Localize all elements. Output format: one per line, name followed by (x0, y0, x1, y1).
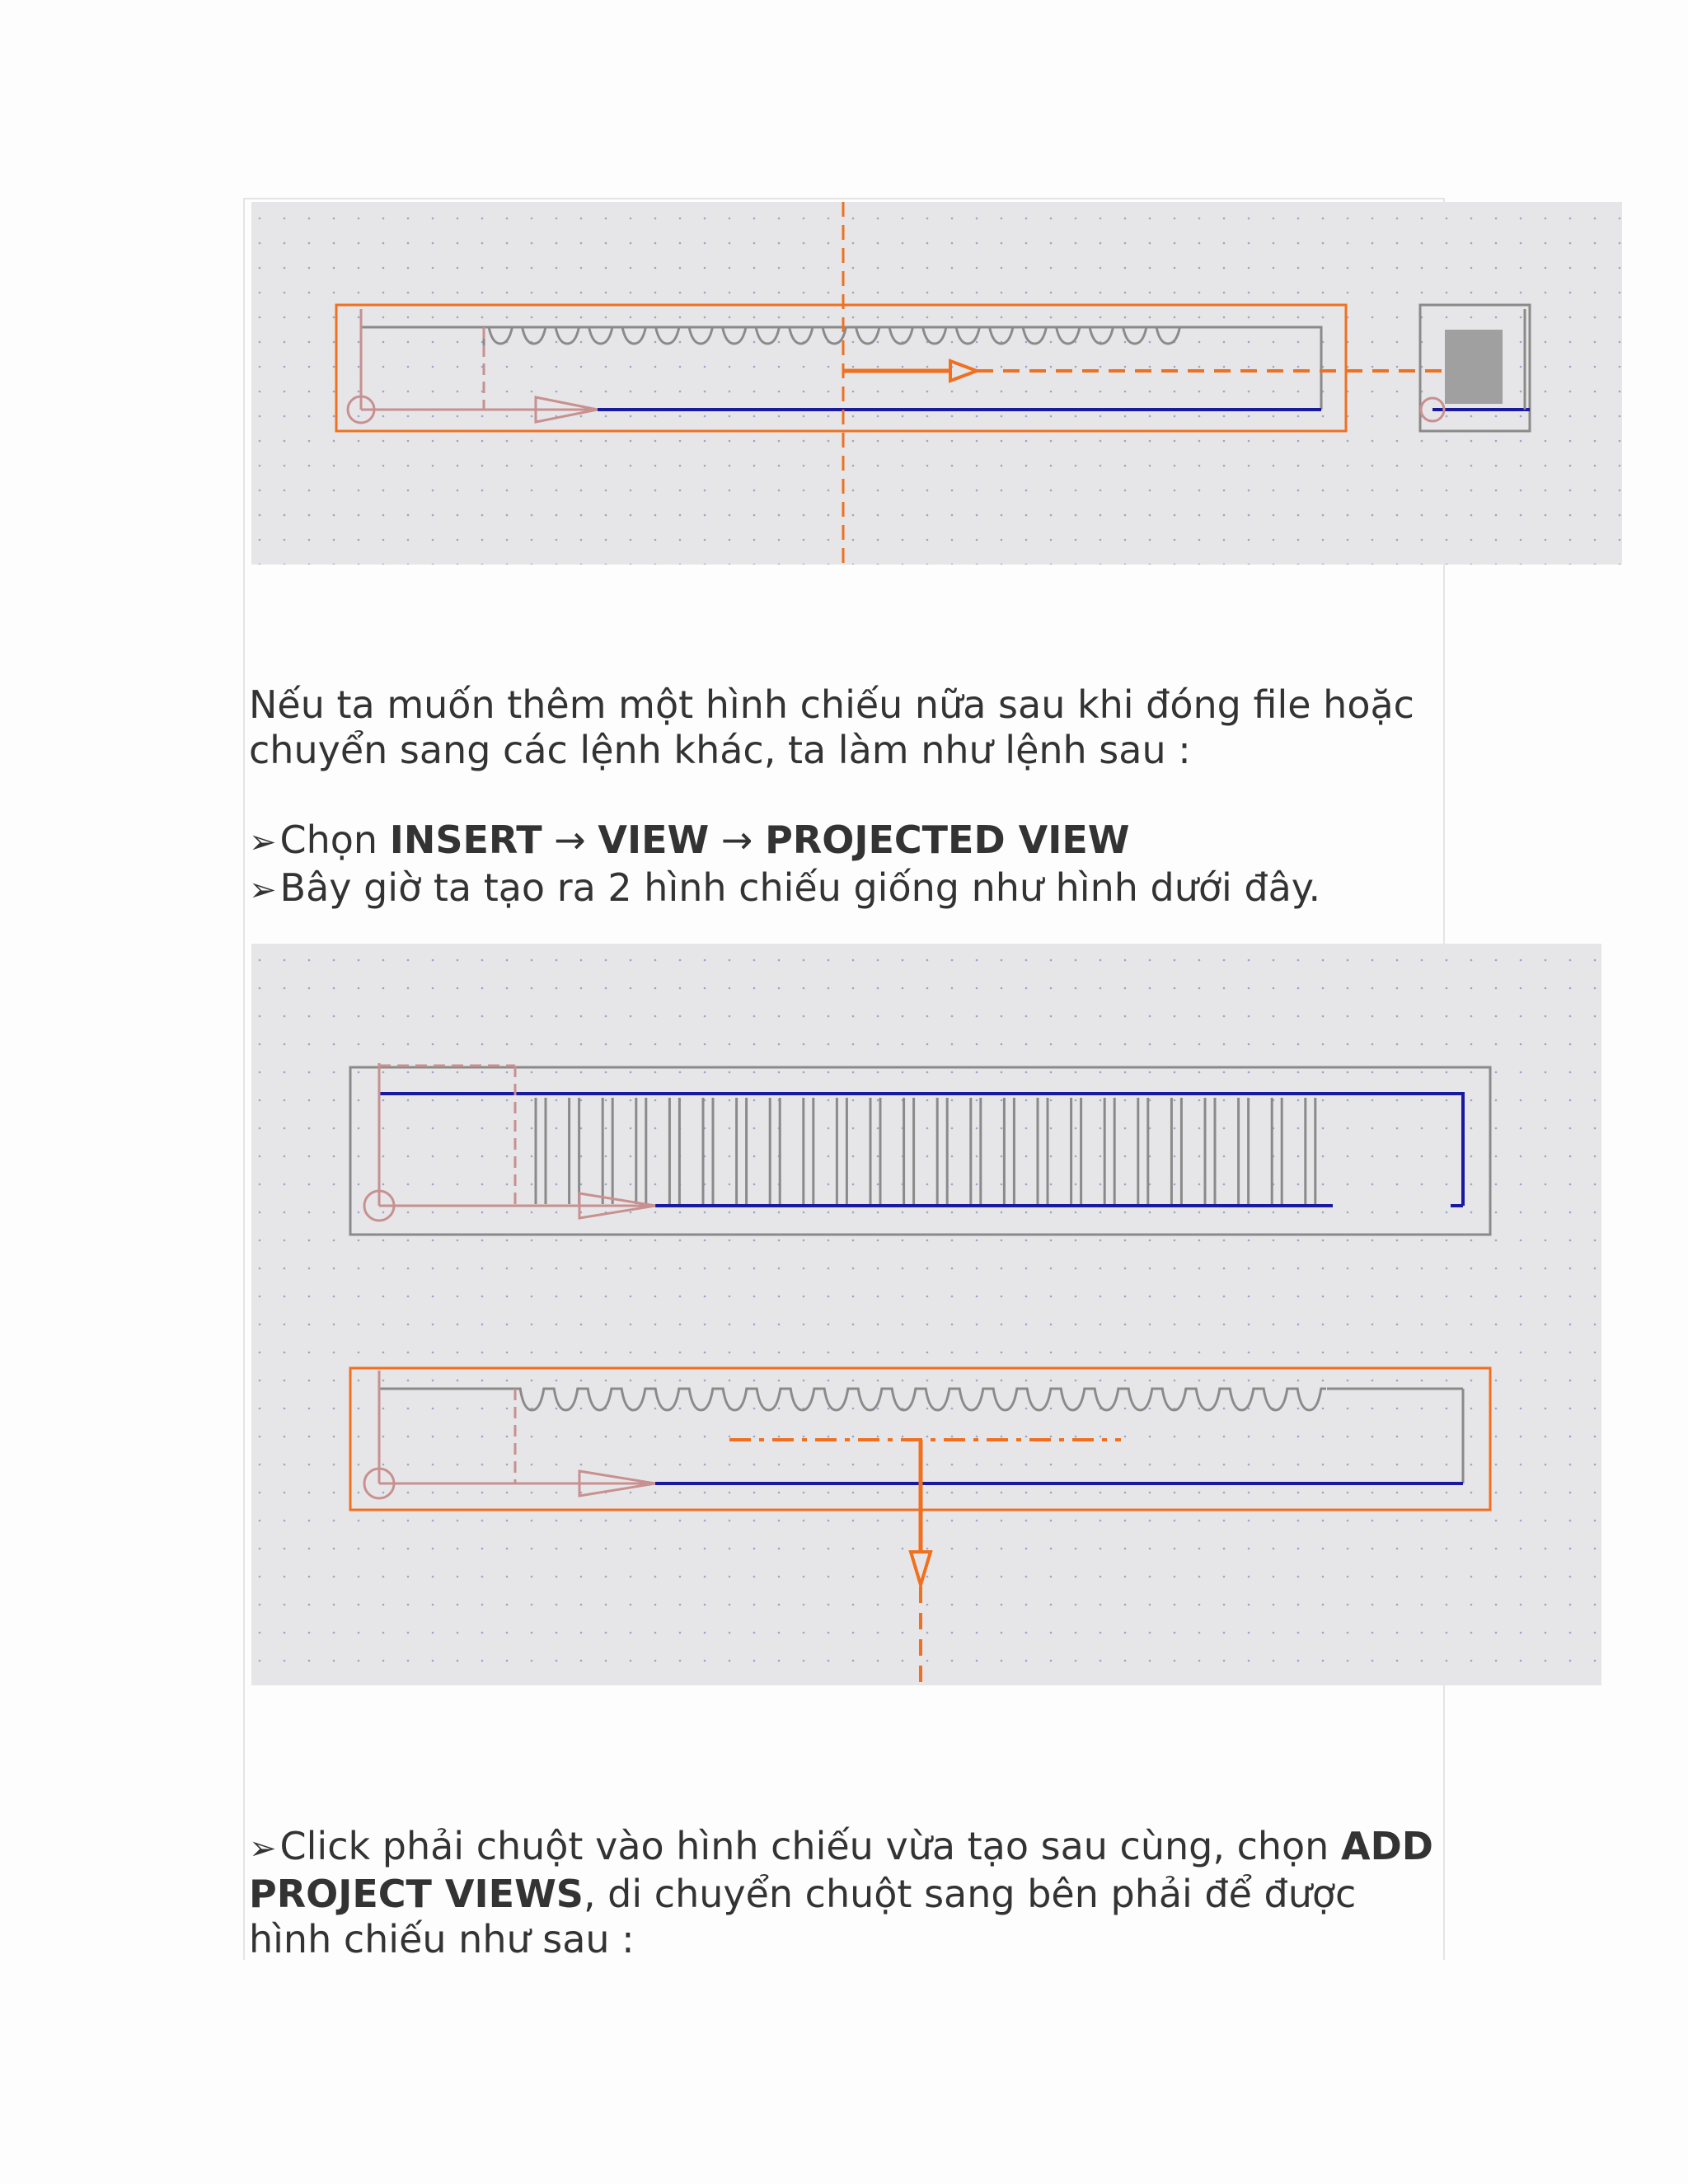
menu-projected-view: PROJECTED VIEW (765, 818, 1130, 862)
step1-prefix: Chọn (279, 818, 390, 862)
figure-two-projected-views (251, 944, 1601, 1685)
bullet-arrow-icon: ➢ (249, 823, 277, 861)
bullet-arrow-icon: ➢ (249, 1830, 277, 1868)
intro-line-2: chuyển sang các lệnh khác, ta làm như lệnh sau : (249, 728, 1191, 772)
command-add: ADD (1340, 1824, 1433, 1868)
step3-line-3: hình chiếu như sau : (249, 1917, 635, 1961)
side-view-section (1445, 330, 1503, 404)
bullet-arrow-icon: ➢ (249, 871, 277, 909)
steps-block (249, 818, 1320, 913)
step3-line-2 (249, 1872, 1433, 1917)
command-project-views: PROJECT VIEWS (249, 1872, 584, 1916)
menu-arrow: → (542, 818, 598, 862)
figure-projected-view-preview (251, 202, 1622, 565)
menu-insert: INSERT (389, 818, 542, 862)
menu-view: VIEW (598, 818, 710, 862)
cad-drawing-1 (251, 202, 1622, 565)
step3-text-1: Click phải chuột vào hình chiếu vừa tạo sau cùng, chọn (279, 1824, 1341, 1868)
step3-line-1 (249, 1824, 1433, 1872)
add-project-views-paragraph (249, 1824, 1433, 1962)
step-create-views (249, 865, 1320, 913)
step3-text-2: , di chuyển chuột sang bên phải để được (583, 1872, 1357, 1916)
step2-text: Bây giờ ta tạo ra 2 hình chiếu giống như hình dưới đây. (279, 865, 1321, 910)
intro-line-1: Nếu ta muốn thêm một hình chiếu nữa sau khi đóng file hoặc (249, 682, 1414, 727)
cad-drawing-2 (251, 944, 1601, 1685)
intro-paragraph (249, 682, 1414, 773)
step-insert-view (249, 818, 1320, 865)
menu-arrow: → (709, 818, 766, 862)
